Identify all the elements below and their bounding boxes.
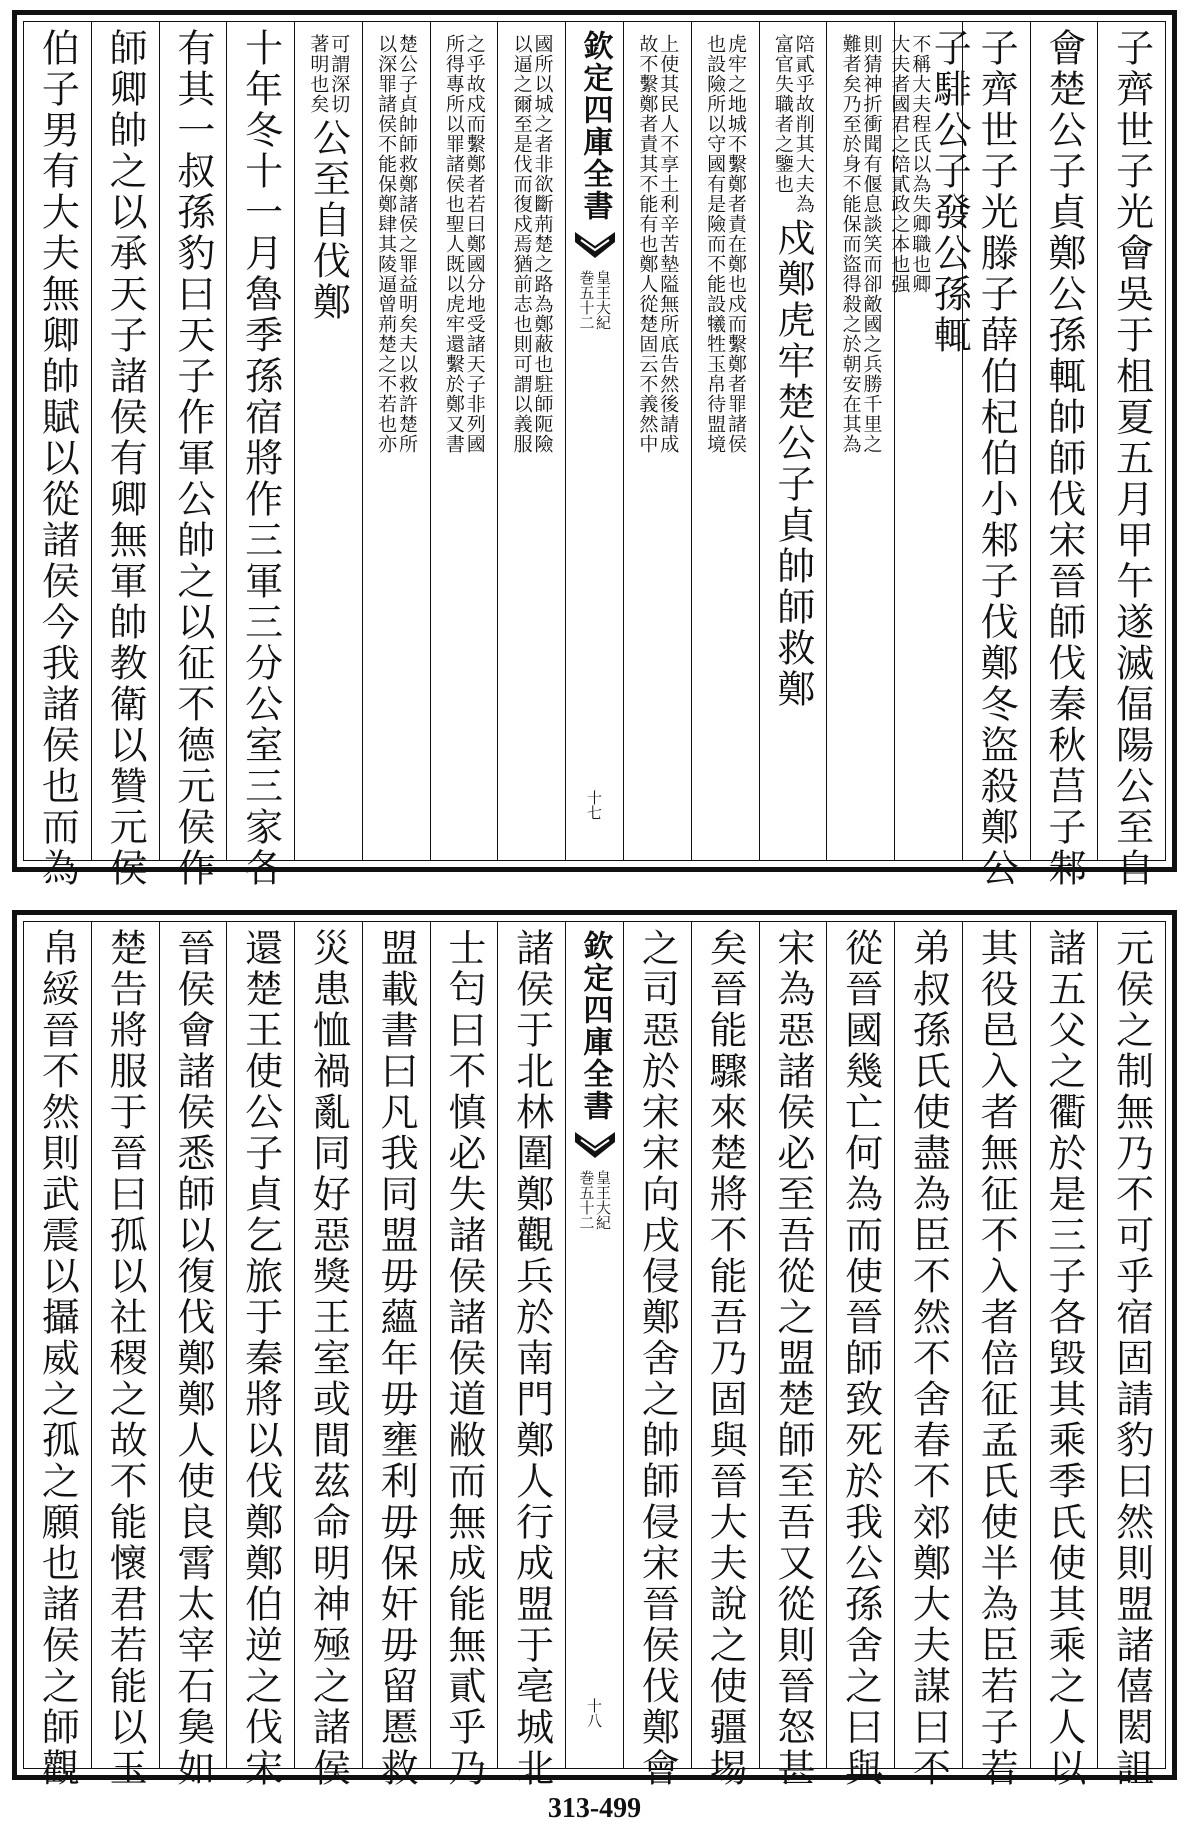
fishtail-mark-icon [573, 228, 617, 264]
commentary-line: 難者矣乃至於身不能保而盜得殺之於朝安在其為 [839, 34, 862, 454]
commentary-line: 也設險所以守國有是險而不能設犧牲玉帛待盟境 [704, 34, 727, 454]
commentary [772, 28, 814, 214]
text-column [1097, 22, 1165, 889]
commentary-line: 大夫者國君之陪貳政之本也强 [888, 34, 911, 294]
text-column [24, 22, 91, 889]
bottom-page-columns [23, 921, 1166, 1789]
main-text: 帛綏晉不然則武震以攝威之孤之願也諸侯之師觀 [35, 928, 80, 1789]
text-column [294, 22, 362, 860]
top-page-columns [23, 21, 1166, 889]
text-column [159, 22, 227, 889]
book-title: 欽定四庫全書 [577, 930, 613, 1122]
commentary-line: 則猜神折衝聞有偃息談笑而卻敵國之兵勝千里之 [860, 34, 883, 454]
text-column [1030, 22, 1098, 889]
commentary-line: 楚公子貞帥師救鄭諸侯之罪益明矣夫以救許楚所 [396, 34, 419, 454]
commentary-line: 故不繫鄭者責其不能有也鄭人從楚固云不義然中 [636, 34, 659, 454]
text-column [497, 922, 565, 1789]
commentary-line: 上使其民人不享土利辛苦墊隘無所底告然後請成 [657, 34, 680, 454]
main-text: 其役邑入者無征不入者倍征孟氏使半為臣若子若 [974, 928, 1019, 1789]
text-column [962, 922, 1030, 1789]
main-text: 諸五父之衢於是三子各毀其乘季氏使其乘之人以 [1041, 928, 1086, 1789]
commentary-line: 不稱大夫程氏以為失卿職也卿 [909, 34, 932, 294]
text-column [362, 22, 430, 860]
fishtail-mark-icon [573, 1128, 617, 1164]
main-text: 士匄曰不慎必失諸侯諸侯道敝而無成能無貳乎乃 [441, 928, 486, 1789]
text-column [759, 22, 827, 860]
main-text: 楚告將服于晉曰孤以社稷之故不能懷君若能以玉 [103, 928, 148, 1789]
main-text: 公至自伐鄭 [306, 118, 351, 323]
text-column [91, 22, 159, 889]
commentary-line: 所得專所以罪諸侯也聖人既以虎牢還繫於鄭又書 [442, 34, 465, 454]
text-column [1097, 922, 1165, 1789]
volume-label: 皇王大紀 巻五十二 [577, 270, 612, 330]
main-text: 晉侯會諸侯悉師以復伐鄭鄭人使良霄太宰石㚟如 [170, 928, 215, 1789]
text-column [430, 922, 498, 1789]
text-column [691, 922, 759, 1789]
text-column [759, 922, 827, 1789]
commentary [636, 28, 678, 454]
volume-label: 皇王大紀 巻五十二 [577, 1170, 612, 1230]
page-number-footer: 313-499 [547, 1793, 642, 1824]
center-fold [565, 22, 623, 860]
main-text: 還楚王使公子貞乞旅于秦將以伐鄭鄭伯逆之伐宋 [238, 928, 283, 1789]
commentary [511, 28, 553, 454]
main-text: 伯子男有大夫無卿帥賦以從諸侯今我諸侯也而為 [35, 28, 80, 889]
commentary-line: 國所以城之者非欲斷荊楚之路為鄭蔽也駐師阨險 [531, 34, 554, 454]
center-fold [565, 922, 623, 1768]
bottom-page [12, 910, 1177, 1789]
commentary-line: 之乎故戍而繫鄭者若曰鄭國分地受諸天子非列國 [463, 34, 486, 454]
text-column [826, 22, 894, 860]
main-text: 災患恤禍亂同好惡獎王室或間茲命明神殛之諸侯 [306, 928, 351, 1789]
top-page [12, 10, 1177, 889]
main-text: 盟載書曰凡我同盟毋蘊年毋壅利毋保奸毋留慝救 [374, 928, 419, 1789]
main-text: 子騑公子發公孫輒 [927, 28, 972, 356]
commentary-line: 虎牢之地城不繫鄭者責在鄭也戍而繫鄭者罪諸侯 [725, 34, 748, 454]
main-text: 戍鄭虎牢楚公子貞帥師救鄭 [770, 218, 815, 710]
main-text: 會楚公子貞鄭公孫輒帥師伐宋晉師伐秦秋莒子邾 [1041, 28, 1086, 889]
main-text: 十年冬十一月魯季孫宿將作三軍三分公室三家各 [238, 28, 283, 889]
main-text: 矣晉能驟來楚將不能吾乃固與晉大夫說之使疆埸 [703, 928, 748, 1789]
text-column [226, 922, 294, 1789]
text-column [623, 22, 691, 860]
text-column [1030, 922, 1098, 1789]
main-text: 之司惡於宋宋向戌侵鄭舍之帥師侵宋晉侯伐鄭會 [635, 928, 680, 1789]
commentary-line: 以深罪諸侯不能保鄭肆其陵逼曾荊楚之不若也亦 [375, 34, 398, 454]
commentary-line: 著明也矣 [307, 34, 330, 114]
folio-number: 十七 [585, 790, 603, 820]
main-text: 諸侯于北林圍鄭觀兵於南門鄭人行成盟于亳城北 [509, 928, 554, 1789]
main-text: 弟叔孫氏使盡為臣不然不舍春不郊鄭大夫謀曰不 [906, 928, 951, 1789]
main-text: 師卿帥之以承天子諸侯有卿無軍帥教衛以贊元侯 [103, 28, 148, 889]
main-text: 宋為惡諸侯必至吾從之盟楚師至吾又從則晉怒甚 [770, 928, 815, 1789]
text-column [294, 922, 362, 1789]
commentary [375, 28, 417, 454]
text-column [226, 22, 294, 889]
main-text: 從晉國幾亡何為而使晉師致死於我公孫舍之曰與 [838, 928, 883, 1789]
commentary-line: 以逼之爾至是伐而復戍焉猶前志也則可謂以義服 [510, 34, 533, 454]
text-column [623, 922, 691, 1789]
commentary-line: 陪貳乎故削其大夫為 [792, 34, 815, 214]
commentary-line: 可謂深切 [328, 34, 351, 114]
main-text: 元侯之制無乃不可乎宿固請豹曰然則盟諸僖閎詛 [1109, 928, 1154, 1789]
folio-number: 十八 [585, 1698, 603, 1728]
main-text: 有其一叔孫豹曰天子作軍公帥之以征不德元侯作 [170, 28, 215, 889]
main-text: 子齊世子光滕子薛伯杞伯小邾子伐鄭冬盜殺鄭公 [974, 28, 1019, 889]
text-column [962, 22, 1030, 889]
text-column [362, 922, 430, 1789]
text-column [430, 22, 498, 860]
text-column [91, 922, 159, 1789]
main-text: 子齊世子光會吳于柤夏五月甲午遂滅偪陽公至自 [1109, 28, 1154, 889]
text-column [159, 922, 227, 1789]
commentary [443, 28, 485, 454]
text-column [24, 922, 91, 1789]
text-column [826, 922, 894, 1789]
commentary [840, 28, 882, 454]
commentary-line: 富官失職者之鑒也 [771, 34, 794, 194]
commentary [704, 28, 746, 454]
commentary [307, 28, 349, 114]
book-title: 欽定四庫全書 [577, 30, 613, 222]
text-column [497, 22, 565, 860]
commentary [888, 28, 930, 294]
text-column [691, 22, 759, 860]
text-column [888, 22, 972, 860]
text-column [894, 922, 962, 1789]
